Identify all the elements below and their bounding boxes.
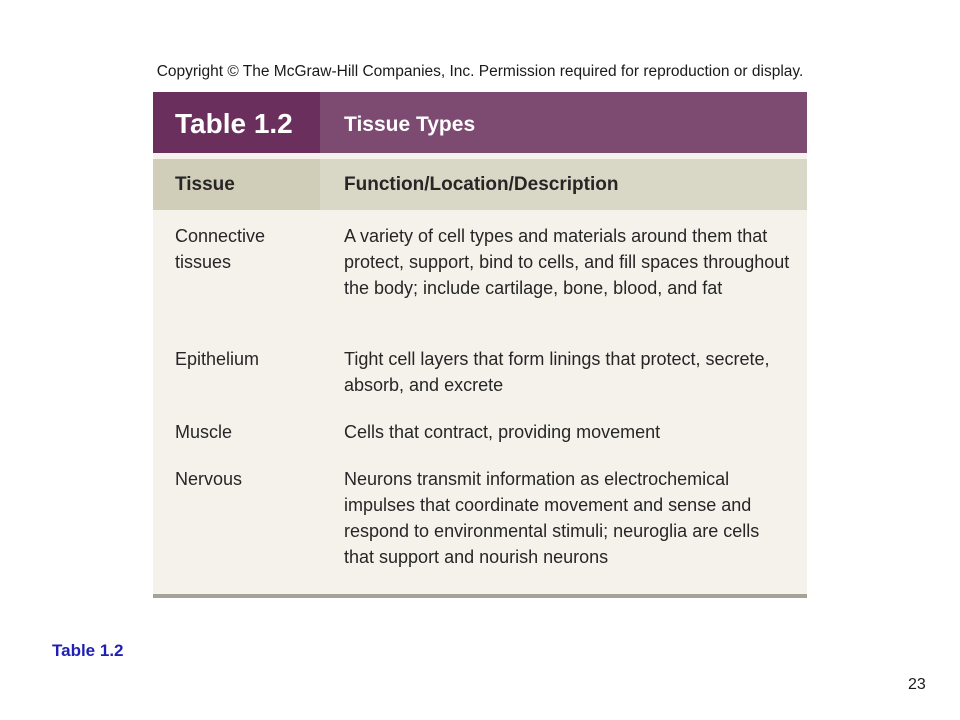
slide-caption: Table 1.2 (52, 641, 124, 660)
row-tissue-muscle: Muscle (175, 422, 233, 442)
tissue-types-table (153, 92, 807, 598)
row-description-nervous: Neurons transmit information as electrochemical impulses that coordinate movement and sense and respond to environmental stimuli; neuroglia are cells that support and nourish neurons (344, 469, 760, 567)
header-tissue: Tissue (175, 174, 235, 195)
header-description: Function/Location/Description (344, 174, 619, 195)
row-description-epithelium: Tight cell layers that form linings that protect, secrete, absorb, and excrete (344, 349, 770, 395)
table-header-row (153, 159, 807, 210)
row-tissue-connective: Connective tissues (175, 226, 266, 272)
row-description-connective: A variety of cell types and materials around them that protect, support, bind to cells, and fill spaces throughout the body; include cartilage, bone, blood, and fat (344, 226, 790, 298)
table-bottom-rule (153, 594, 807, 598)
row-description-muscle: Cells that contract, providing movement (344, 422, 661, 442)
page-number: 23 (908, 676, 926, 693)
table-number: Table 1.2 (175, 108, 293, 139)
row-tissue-epithelium: Epithelium (175, 349, 260, 369)
table-title: Tissue Types (344, 113, 476, 136)
copyright-notice: Copyright © The McGraw-Hill Companies, Inc. Permission required for reproduction or display. (156, 63, 804, 80)
row-tissue-nervous: Nervous (175, 469, 243, 489)
table-title-bar (153, 92, 807, 153)
